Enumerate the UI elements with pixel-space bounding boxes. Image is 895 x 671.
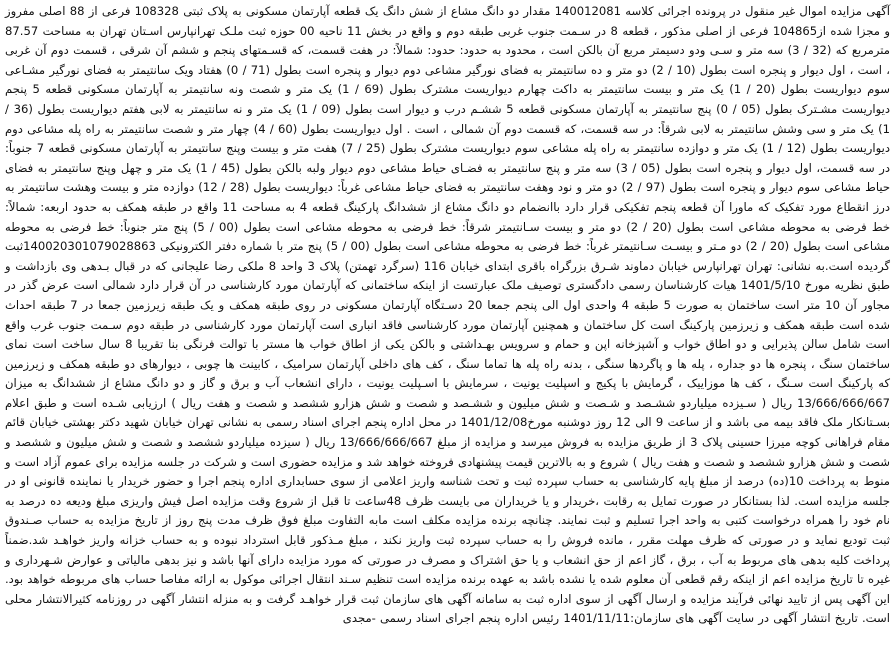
auction-notice-body: آگهی مزایده اموال غیر منقول در پرونده اجرائی کلاسه 140012081 مقدار دو دانگ مشاع از شش دانگ یک قطعه آپارتمان مسکونی به پلاک ثبتی 108328 فرعی از 88 اصلی مفروز و مجزا شده از104865 فرعی از اصلی مذکور ، قطعه 8 در سـمت جنوب غربی طبقه دوم و واقع در بخش 11 ناحیه 00 حوزه ثبت ملـک تهرانپارس اسـتان تهران به مساحت 87.57 مترمربع که (32 / 3) سه متر و سـی ودو دسیمتر مربع آن بالکن است ، محدود به حدود: حدود: شمالاً: در هفت قسمت، که قسـمتهای پنجم و ششم آن شرقی ، قسمت دوم آن غربی ، است ، اول دیوار و پنجره است بطول (10 / 2) دو متر و ده سانتیمتر به فضای نورگیر مشاعی دوم دیوار و پنجره است بطول (71 / 0) هفتاد ویک سانتیمتر به فضای نورگیر مشـاعی سوم دیواریست بطول (20 / 1) یک متر و بیست سانتیمتر به داکت چهارم دیواریست مشترک بطول (69 / 1) یک متر و شصت ونه سانتیمتر به آپارتمان مسکونی قطعه 5 پنجم دیواریست مشـترک بطول (05 / 0) پنج سانتیمتر به آپارتمان مسکونی قطعه 5 ششـم درب و دیوار است بطول (09 / 1) یک متر و نه سانتیمتر به لابی هفتم دیواریست بطول (36 / 1) یک متر و سی وشش سانتیمتر به لابی شرقاً: در سه قسمت، که قسمت دوم آن شمالی ، است . اول دیواریست بطول (60 / 4) چهار متر و شصت سانتیمتر به راه پله مشاعی دوم دیواریست بطول (12 / 1) یک متر و دوازده سانتیمتر به راه پله مشاعی سوم دیواریست مشترک بطول (25 / 7) هفت متر و بیست وپنج سانتیمتر به آپارتمان مسکونی قطعه 7 جنوباً: در سه قسمت، اول دیوار و پنجره است بطول (05 / 3) سه متر و پنج سانتیمتر به فضـای حیاط مشاعی دوم دیوار ولبه بالکن بطول (45 / 1) یک متر و چهل وپنج سانتیمتر به فضای حیاط مشاعی سوم دیوار و پنجره است بطول (97 / 2) دو متر و نود وهفت سانتیمتر به فضای حیاط مشاعی غرباً: دیواریست بطول (28 / 12) دوازده متر و بیست وهشت سانتیمتر به درز انقطاع مورد تفکیک که ماورا آن قطعه پنجم تفکیکی قرار دارد باانضمام دو دانگ مشاع از ششدانگ پارکینگ قطعه 4 به مساحت 11 واقع در طبقه همکف به حدود اربعه: شمالاً: خط فرضی به محوطه مشاعی است بطول (20 / 2) دو متر و بیست سـانتیمتر شرقاً: خط فرضی به محوطه مشاعی است بطول (00 / 5) پنج متر جنوباً: خط فرضی به محوطه مشاعی است بطول (20 / 2) دو مـتر و بیسـت سـانتیمتر غرباً: خط فرضی به محوطه مشاعی است بطول (00 / 5) پنج متر با شماره دفتر الکترونیکی 140020301079028863ثبت گردیده است.به نشانی: تهران تهرانپارس خیابان دماوند شـرق بزرگراه باقری ابتدای خیابان 116 (سرگرد تهمتن) پلاک 3 واحد 8 ملکی رضا علیجانی که در قبال بـدهی وی بازداشت و طبق نظریه مورخ 1401/5/10 هیات کارشناسان رسمی دادگستری توصیف ملک عبارتست از اینکه ساختمانی که آپارتمان مورد کارشناسی در آن قرار دارد شمالی است عرض گذر در مجاور آن 10 متر است ساختمان به صورت 5 طبقه 4 واحدی اول الی پنجم جمعا 20 دسـتگاه آپارتمان مسکونی در روی طبقه همکف و یک طبقه زیرزمین جمعا در 7 طبقه احداث شده است طبقه همکف و زیرزمین پارکینگ است کل ساختمان و همچنین آپارتمان مورد کارشناسی فاقد انباری است آپارتمان مورد کارشناسی در طبقه دوم سـمت جنوب غرب واقع است شامل سالن پذیرایی و دو اطاق خواب و آشپزخانه اپن و حمام و سرویس بهـداشتی و بالکن یکی از اطاق خواب ها مستر با توالت فرنگی بنا تقریبا 8 سال ساخت است نمای ساختمان سنگ ، پنجره ها دو جداره ، پله ها و پاگردها سنگی ، بدنه راه پله ها تماما سنگ ، کف های داخلی آپارتمان سرامیک ، کابینت ها چوبی ، دیوارهای دو طبقه همکف و زیرزمین که پارکینگ است سـنگ ، کف ها موزاییک ، گرمایش با پکیج و اسپلیت یونیت ، سرمایش با اسـپلیت یونیت ، دارای انشعاب آب و برق و گاز و دو دانگ مشاع از ششدانگ به میزان 13/666/666/667 ریال ( سـیزده میلیاردو ششـصد و شـصت و شش میلیون و ششـصد و شصت و شش هزارو ششصد و شصت و هفت ریال ) ارزیابی شـده است و طبق اعلام بسـتانکار ملک فاقد بیمه می باشد و از ساعت 9 الی 12 روز دوشنبه مورخ1401/12/08 در محل اداره پنجم اجرای اسناد رسمی به نشانی تهران خیابان شهید دکتر بهشتی خیابان قائم مقام فراهانی کوچه میرزا حسینی پلاک 3 از طریق مزایده به فروش میرسد و مزایده از مبلغ 13/666/666/667 ریال ( سیزده میلیاردو ششصد و شصت و شش میلیون و ششصد و شصت و شش هزارو ششصد و شصت و هفت ریال ) شروع و به بالاترین قیمت پیشنهادی فروخته خواهد شد و مزایده حضوری است و شرکت در جلسه مزایده برای عموم آزاد است و منوط به پرداخت 10(ده) درصد از مبلغ پایه کارشناسی به حساب سپرده ثبت و تحت شناسه واریز اعلامی از سوی حسابداری اداره پنجم اجرا و حضور خریدار یا نماینده قانونی او در جلسه مزایده است. لذا بستانکار در صورت تمایل به رقابت ،خریدار و یا خریداران می بایست ظرف 48ساعت تا قبل از شروع وقت مزایده اصل فیش واریزی مبلغ ودیعه ده درصد به نام خود را همراه درخواست کتبی به واحد اجرا تسلیم و ثبت نمایند. چنانچه برنده مزایده مکلف است مابه التفاوت مبلغ فوق ظرف مدت پنج روز از تاریخ مزایده به حساب صـندوق ثبت تودیع نماید و در صورتی که ظرف مهلت مقرر ، مانده فروش را به حساب سپرده ثبت واریز نکند ، مبلغ مـذکور قابل استرداد نبوده و به حساب خزانه واریز خواهـد شد.ضمناً پرداخت کلیه بدهی های مربوط به آب ، برق ، گاز اعم از حق انشعاب و یا حق اشتراک و مصرف در صورتی که مورد مزایده دارای آنها باشد و نیز بدهی مالیاتی و عوارض شـهرداری و غیره تا تاریخ مزایده اعم از اینکه رقم قطعی آن معلوم شده یا نشده باشد به عهده برنده مزایده است تنظیم سـند انتقال اجرائی موکول به ارائه مفاصا حساب های مربوطه خواهد بود. این آگهی پس از تایید نهائی فرآیند مزایده و ارسال آگهی از سوی اداره ثبت به سامانه آگهی های سازمان ثبت قرار خواهـد گرفت و به منزله انتشار آگهی در روزنامه کثیرالانتشار محلی است. تاریخ انتشار آگهی در سایت آگهی های سازمان:1401/11/11 رئیس اداره پنجم اجرای اسناد رسمی -مجدی (5, 4, 891, 626)
